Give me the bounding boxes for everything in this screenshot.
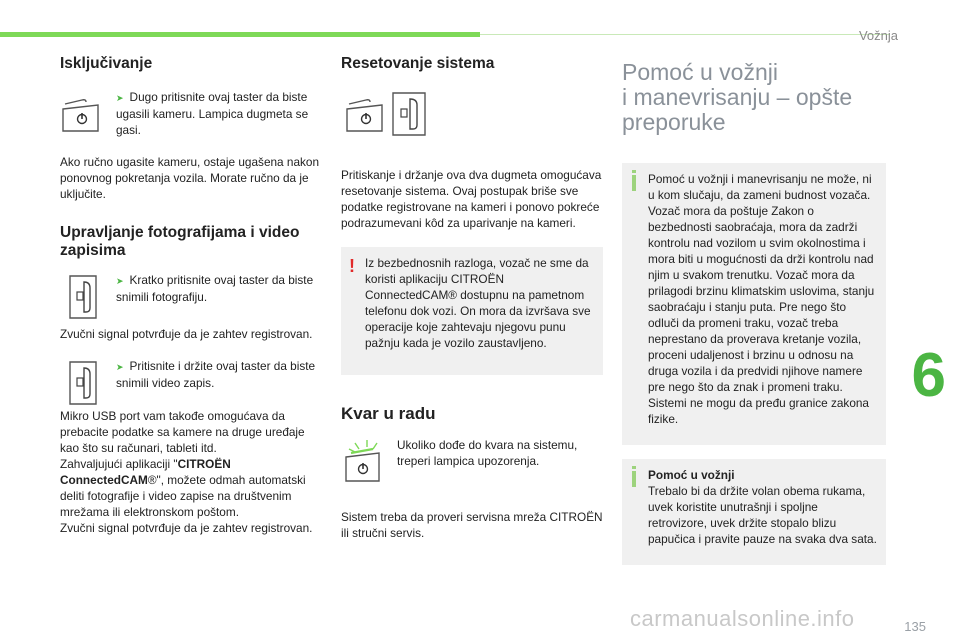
column-middle — [341, 55, 603, 541]
info-icon — [632, 471, 636, 487]
camera-side-button-icon — [60, 272, 102, 320]
switch-off-text: ➤ Dugo pritisnite ovaj taster da biste ugasili kameru. Lampica dugmeta se gasi. — [116, 90, 309, 137]
bullet-icon: ➤ — [116, 362, 124, 372]
photo-note: Zvučni signal potvrđuje da je zahtev registrovan. — [60, 327, 313, 341]
info-driving-title: Pomoć u vožnji — [648, 468, 735, 482]
reset-description: Pritiskanje i držanje ova dva dugmeta omogućava resetovanje sistema. Ovaj postupak briše sve podatke registrovane na kameri i ponovo pokreće podrazumevani kôd za uparivanje na kameri. — [341, 168, 602, 230]
heading-reset: Resetovanje sistema — [341, 55, 495, 72]
top-accent-bar — [0, 32, 480, 37]
video-instruction — [60, 358, 322, 406]
info-general-text: Pomoć u vožnji i manevrisanju ne može, ni u kom slučaju, da zameni budnost vozača. Vozač mora da poštuje Zakon o bezbednosti saobraćaja, mora da zadrži kontrolu nad vozilom u svim okolnostima i mora biti u mogućnosti da drži kontrolu nad njim u svakom trenutku. Vozač mora da prilagodi brzinu klimatskim uslovima, stanju saobraćaju i stanju puta. Pre nego što odluči da promeni traku, vozač treba neprestano da proverava kretanje vozila, proceni udaljenost i brzinu u odnosu na druga vozila i da predvidi njihove namere pre nego što da znak i promeni traku. Sistemi ne mogu da pređu granice zakona fizike. — [648, 172, 875, 426]
photo-instruction — [60, 272, 322, 320]
chapter-number: 6 — [911, 341, 946, 410]
camera-warning-light-icon — [341, 437, 383, 485]
photo-text: ➤ Kratko pritisnite ovaj taster da biste snimili fotografiju. — [116, 273, 314, 304]
safety-warning-box — [341, 247, 603, 375]
heading-media-management: Upravljanje fotografijama i video zapisima — [60, 224, 300, 259]
section-header: Vožnja — [858, 28, 898, 43]
column-right — [622, 60, 886, 565]
bullet-icon: ➤ — [116, 276, 124, 286]
page-title: Pomoć u vožnji i manevrisanju – opšte preporuke — [622, 59, 853, 135]
info-icon — [632, 175, 636, 191]
bullet-icon: ➤ — [116, 93, 124, 103]
video-confirm-note: Zvučni signal potvrđuje da je zahtev registrovan. — [60, 521, 313, 535]
camera-top-button-icon — [60, 89, 102, 137]
fault-instruction — [341, 437, 603, 485]
usb-note: Mikro USB port vam takođe omogućava da prebacite podatke sa kamere na druge uređaje kao što su računari, tableti itd. — [60, 409, 305, 455]
reset-buttons-icon — [341, 89, 431, 137]
page-number: 135 — [904, 619, 926, 634]
top-divider-line — [480, 34, 890, 35]
watermark-text: carmanualsonline.info — [630, 606, 855, 631]
info-box-driving — [622, 459, 886, 565]
safety-warning-text: Iz bezbednosnih razloga, vozač ne sme da koristi aplikaciju CITROËN ConnectedCAM® dostupnu na pametnom telefonu dok vozi. On mora da izvršava sve operacije koje zahtevaju njegovu punu pažnju kada je vozilo zaustavljeno. — [365, 256, 591, 350]
info-driving-text: Trebalo bi da držite volan obema rukama, uvek koristite unutrašnji i spoljne retrovizore, uvek držite stopalo blizu papučica i pravite pauze na svaka dva sata. — [648, 484, 877, 546]
video-text: ➤ Pritisnite i držite ovaj taster da biste snimili video zapis. — [116, 359, 316, 390]
app-note: Zahvaljujući aplikaciji "CITROËN ConnectedCAM®", možete odmah automatski deliti fotografije i video zapise na društvenim mrežama ili elektronskom poštom. — [60, 457, 306, 519]
switch-off-instruction — [60, 89, 322, 138]
info-box-general — [622, 163, 886, 445]
column-left — [60, 55, 322, 536]
fault-note: Sistem treba da proveri servisna mreža CITROËN ili stručni servis. — [341, 510, 603, 540]
heading-fault: Kvar u radu — [341, 404, 436, 423]
heading-switch-off: Isključivanje — [60, 55, 153, 72]
camera-side-button-icon — [60, 358, 102, 406]
switch-off-note: Ako ručno ugasite kameru, ostaje ugašena nakon ponovnog pokretanja vozila. Morate ručno da je uključite. — [60, 155, 320, 201]
fault-text: Ukoliko dođe do kvara na sistemu, treperi lampica upozorenja. — [397, 438, 578, 468]
warning-icon: ! — [349, 256, 355, 276]
